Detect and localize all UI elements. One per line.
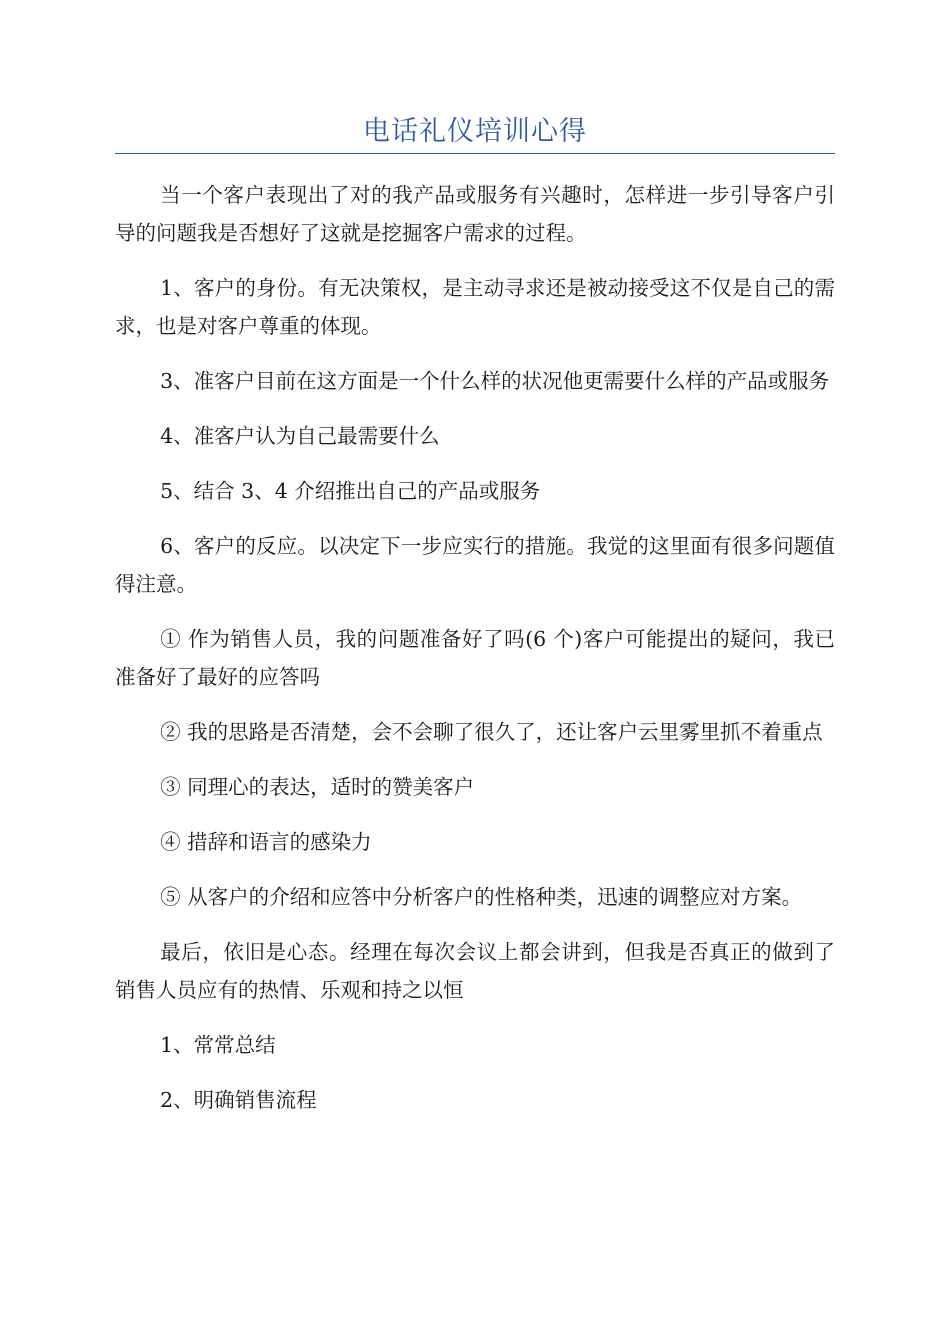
title-underline-divider — [115, 153, 835, 154]
document-title: 电话礼仪培训心得 — [363, 116, 587, 147]
paragraph-point-4: ④ 措辞和语言的感染力 — [160, 830, 372, 854]
paragraph-item-4: 4、准客户认为自己最需要什么 — [160, 424, 440, 448]
paragraph-summary-1: 1、常常总结 — [160, 1033, 276, 1057]
paragraph-item-6: 6、客户的反应。以决定下一步应实行的措施。我觉的这里面有很多问题值得注意。 — [115, 534, 835, 596]
paragraph-point-1: ① 作为销售人员，我的问题准备好了吗(6 个)客户可能提出的疑问，我已准备好了最好的应答吗 — [115, 627, 835, 689]
paragraph-summary-2: 2、明确销售流程 — [160, 1088, 317, 1112]
document-body — [115, 176, 835, 1136]
paragraph-intro: 当一个客户表现出了对的我产品或服务有兴趣时，怎样进一步引导客户引导的问题我是否想好了这就是挖掘客户需求的过程。 — [115, 183, 835, 245]
paragraph-point-3: ③ 同理心的表达，适时的赞美客户 — [160, 775, 475, 799]
paragraph-item-1: 1、客户的身份。有无决策权，是主动寻求还是被动接受这不仅是自己的需求，也是对客户尊重的体现。 — [115, 276, 835, 338]
paragraph-point-2: ② 我的思路是否清楚，会不会聊了很久了，还让客户云里雾里抓不着重点 — [160, 720, 823, 744]
paragraph-item-3: 3、准客户目前在这方面是一个什么样的状况他更需要什么样的产品或服务 — [160, 369, 830, 393]
paragraph-conclusion: 最后，依旧是心态。经理在每次会议上都会讲到，但我是否真正的做到了销售人员应有的热情、乐观和持之以恒 — [115, 940, 835, 1002]
paragraph-item-5: 5、结合 3、4 介绍推出自己的产品或服务 — [160, 479, 541, 503]
paragraph-point-5: ⑤ 从客户的介绍和应答中分析客户的性格种类，迅速的调整应对方案。 — [160, 885, 803, 909]
